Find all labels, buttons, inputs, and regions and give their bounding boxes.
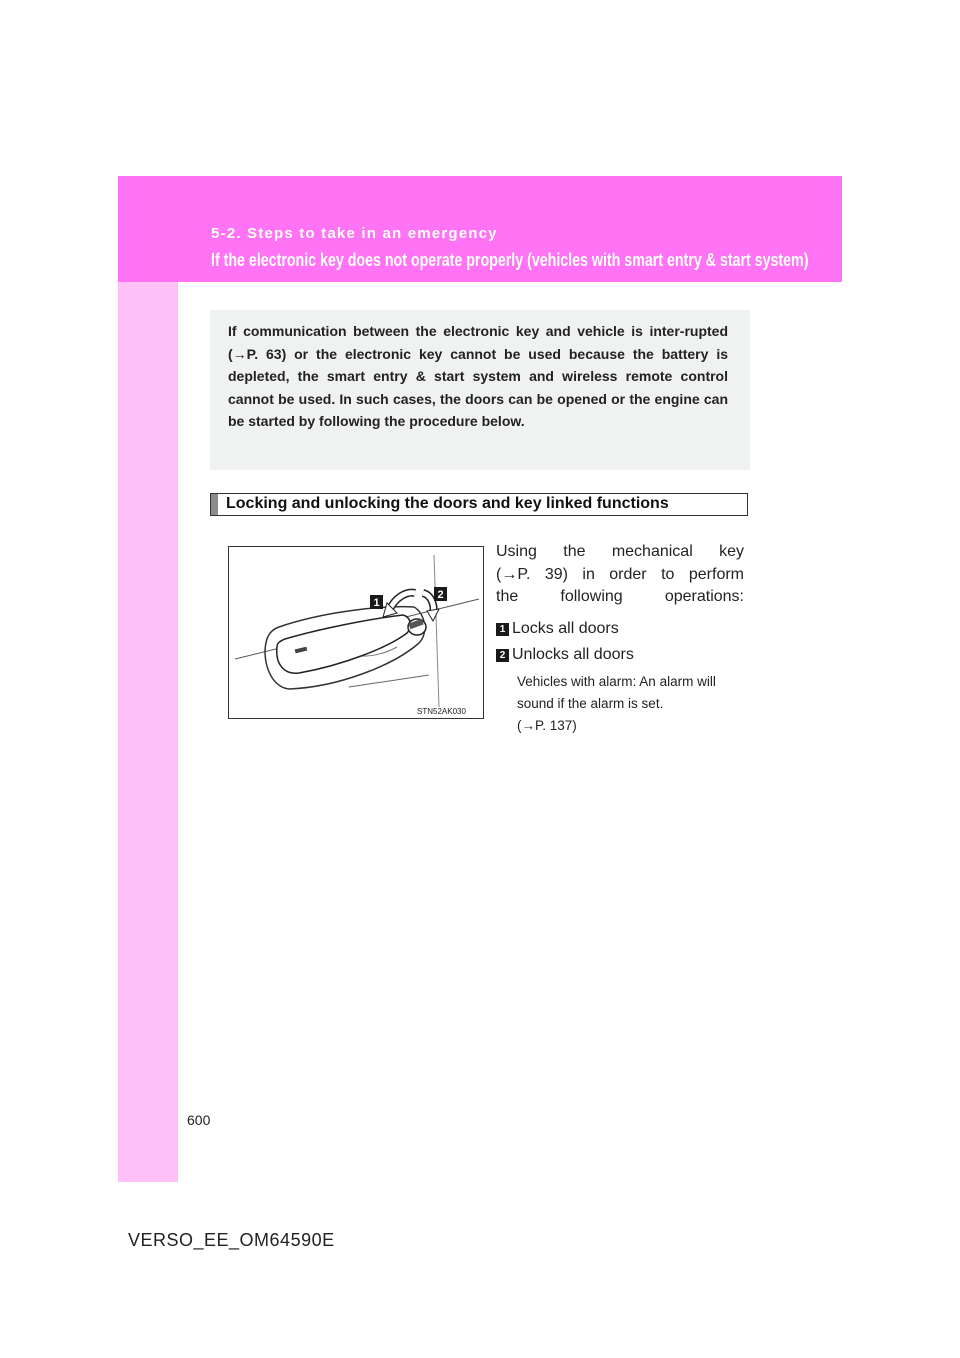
illustration-badge-1: 1	[373, 597, 380, 609]
subheading-bar	[211, 494, 218, 515]
section-label: 5-2. Steps to take in an emergency	[211, 225, 498, 242]
body-line-2: (→P. 39) in order to perform	[496, 565, 744, 583]
intro-text: If communication between the electronic key and vehicle is inter-rupted (→P. 63) or the electronic key cannot be used because the battery is depleted, the smart entry & start system and wireless remote control cannot be used. In such cases, the doors can be opened or the engine can be started by following the procedure below.	[228, 323, 728, 429]
page-sidebar	[118, 176, 178, 1182]
step-label: Unlocks all doors	[512, 646, 634, 663]
body-line-3: the following operations:	[496, 588, 744, 605]
step-number-badge: 2	[496, 649, 509, 662]
step-item-1	[496, 620, 619, 638]
note-line-2: sound if the alarm is set.	[517, 696, 664, 711]
step-label: Locks all doors	[512, 620, 619, 637]
door-handle-drawing	[229, 547, 483, 718]
body-text	[496, 541, 744, 609]
body-line-1: Using the mechanical key	[496, 543, 744, 560]
step-number-badge: 1	[496, 623, 509, 636]
illustration-badge-2: 2	[437, 589, 444, 601]
illustration-code: STN52AK030	[417, 707, 466, 716]
page-number: 600	[187, 1112, 211, 1128]
intro-box	[210, 310, 750, 470]
subheading	[210, 493, 748, 516]
step-item-2	[496, 646, 634, 664]
door-handle-illustration	[228, 546, 484, 719]
document-code: VERSO_EE_OM64590E	[128, 1230, 335, 1250]
note-line-3: (→P. 137)	[517, 718, 577, 733]
subheading-text: Locking and unlocking the doors and key linked functions	[226, 495, 669, 512]
note-line-1: Vehicles with alarm: An alarm will	[517, 674, 716, 689]
alarm-note	[517, 671, 757, 737]
page-title: If the electronic key does not operate properly (vehicles with smart entry & start system)	[211, 250, 809, 270]
